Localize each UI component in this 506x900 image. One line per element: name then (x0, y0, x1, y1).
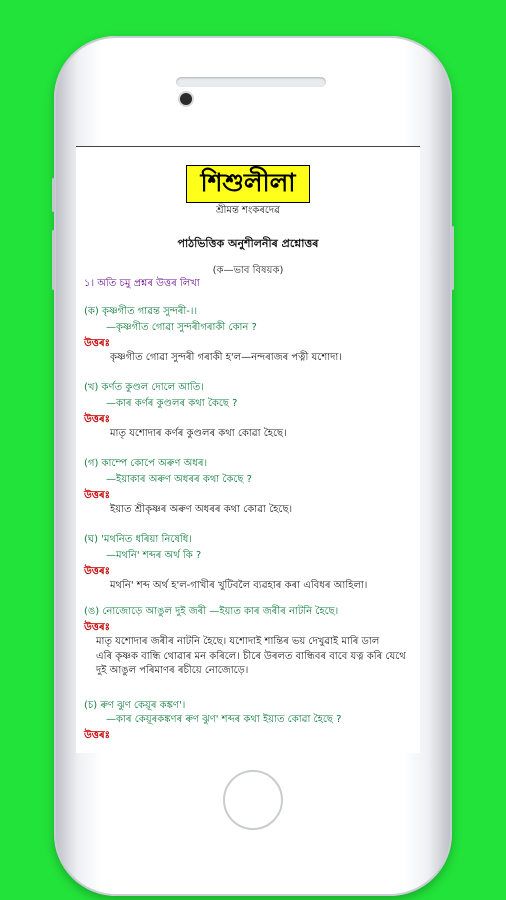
answer-label: উত্তৰঃ (84, 414, 110, 425)
question-line: (খ) কৰ্ণত কুণ্ডল দোলে আতি। (84, 382, 204, 393)
question-line: (ঘ) 'মথনিত ধৰিয়া নিষেধি। (84, 534, 192, 545)
answer-line: এৰি কৃষ্ণক বান্ধি থোৱাৰ মন কৰিলে। চীৰে উৰলত বান্ধিবৰ বাবে যত্ন কৰি যেথে (96, 650, 406, 662)
answer-text: ইয়াত শ্ৰীকৃষ্ণৰ অৰুণ অধৰৰ কথা কোৱা হৈছে। (110, 504, 293, 515)
side-button (451, 226, 454, 290)
earpiece-speaker (176, 77, 326, 87)
question-line: (ক) কৃষ্ণগীত গাৱন্ত সুন্দৰী-।। (84, 306, 198, 317)
home-button[interactable] (223, 770, 283, 830)
front-camera-icon (180, 93, 192, 105)
exercise-heading: ১। অতি চমু প্ৰশ্নৰ উত্তৰ লিখা (84, 278, 200, 289)
section-heading: পাঠভিত্তিক অনুশীলনীৰ প্ৰশ্নোত্তৰ (177, 237, 319, 250)
answer-label: উত্তৰঃ (84, 730, 110, 741)
answer-label: উত্তৰঃ (84, 622, 110, 633)
answer-text: কৃষ্ণগীত গোৱা সুন্দৰী গৰাকী হ'ল—নন্দৰাজৰ পত্নী যশোদা। (110, 352, 342, 363)
question-line: (চ) ৰুণ ঝুণ কেয়ূৰ কঙ্কণ'। (84, 700, 186, 711)
answer-text: মাতৃ যশোদাৰ কৰ্ণৰ কুণ্ডলৰ কথা কোৱা হৈছে। (110, 428, 287, 439)
section-subheading: (ক—ভাব বিষয়ক) (212, 265, 284, 276)
question-text: —কাৰ কেয়ূৰকঙ্কণৰ ৰুণ ঝুণ' শব্দৰ কথা ইয়াত কোৱা হৈছে ? (106, 714, 342, 725)
document-page (76, 147, 420, 753)
screen (76, 146, 420, 753)
side-button (52, 230, 55, 290)
question-text: —কাৰ কৰ্ণৰ কুণ্ডলৰ কথা কৈছে ? (106, 398, 238, 409)
answer-paragraph (96, 635, 414, 679)
question-text: —ইয়াকাৰ অৰুণ অধৰৰ কথা কৈছে ? (106, 474, 252, 485)
answer-label: উত্তৰঃ (84, 490, 110, 501)
title-banner (186, 165, 310, 203)
question-line: (গ) কাম্পে কোপে অৰুণ অধৰ। (84, 458, 208, 469)
author: শ্ৰীমন্ত শংকৰদেৱ (216, 205, 280, 216)
answer-line: মাতৃ যশোদাৰ জৰীৰ নাটনি হৈছে। যশোদাই শান্তিৰ ভয় দেখুৱাই মাৰি ডাল (96, 636, 380, 647)
answer-label: উত্তৰঃ (84, 566, 110, 577)
answer-label: উত্তৰঃ (84, 338, 110, 349)
answer-text: মথনি' শব্দ অৰ্থ হ'ল-গাখীৰ খুটিবলৈ ব্যৱহাৰ কৰা এবিধৰ আহিলা। (110, 580, 368, 591)
page-title: শিশুলীলা (200, 167, 296, 197)
question-text: —কৃষ্ণগীত গোৱা সুন্দৰীগৰাকী কোন ? (106, 322, 257, 333)
question-line: (ঙ) নোজোড়ে আঙুল দুই জৰী —ইয়াত কাৰ জৰীৰ নাটনি হৈছে। (84, 606, 339, 617)
question-text: —মথনি' শব্দৰ অৰ্থ কি ? (106, 550, 202, 561)
side-button (52, 178, 55, 212)
answer-line: দুই আঙুল পৰিমাণৰ ৰচীয়ে নোজোড়ে। (96, 665, 249, 676)
